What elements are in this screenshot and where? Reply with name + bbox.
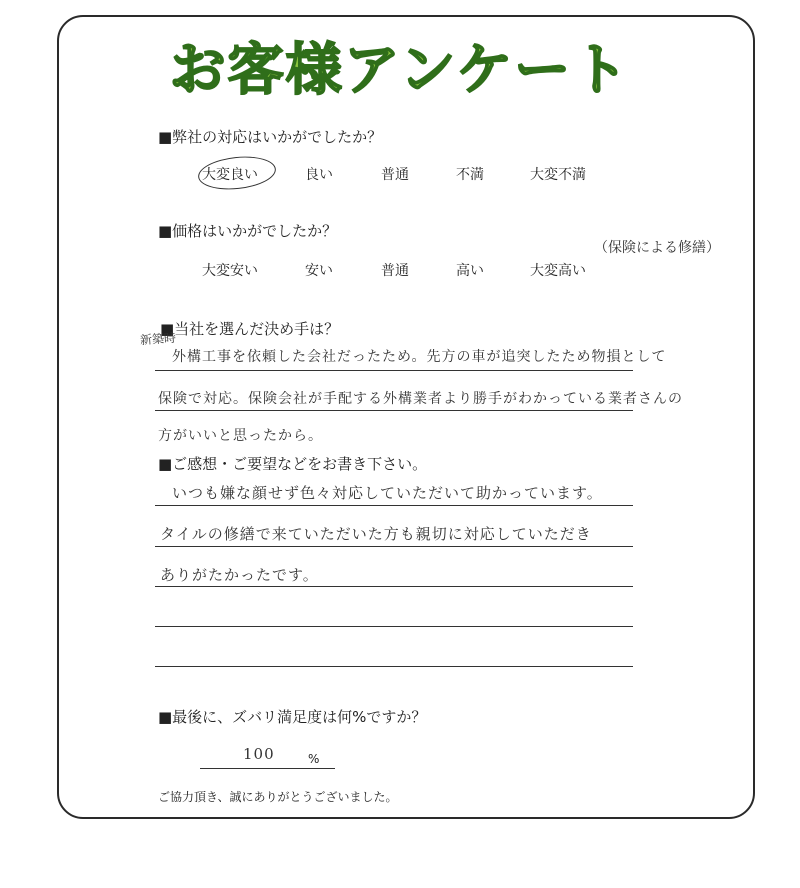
survey-title: お客様アンケート	[169, 38, 631, 103]
answer-rule	[155, 626, 633, 627]
reason-answer-line-1: 外構工事を依頼した会社だったため。先方の車が追突したため物損として	[172, 349, 667, 365]
question-comments: ■ご感想・ご要望などをお書き下さい。	[158, 455, 428, 473]
answer-rule	[155, 410, 633, 411]
option-cheap: 安い	[305, 263, 333, 279]
satisfaction-rule	[200, 768, 335, 769]
question-satisfaction: ■最後に、ズバリ満足度は何%ですか？	[158, 708, 427, 726]
reason-answer-line-3: 方がいいと思ったから。	[158, 428, 323, 444]
price-handwritten-note: （保険による修繕）	[594, 240, 720, 256]
answer-rule	[155, 546, 633, 547]
option-very-expensive: 大変高い	[530, 263, 586, 279]
option-dissatisfied: 不満	[456, 167, 484, 183]
comment-line-2: タイルの修繕で来ていただいた方も親切に対応していただき	[160, 525, 592, 543]
option-normal: 普通	[381, 167, 409, 183]
question-price: ■価格はいかがでしたか？	[158, 222, 338, 240]
option-good: 良い	[305, 167, 333, 183]
question-reason: ■当社を選んだ決め手は？	[160, 320, 340, 338]
thanks-footer: ご協力頂き、誠にありがとうございました。	[158, 790, 398, 804]
satisfaction-unit: %	[308, 752, 320, 766]
comment-line-3: ありがたかったです。	[160, 566, 319, 584]
answer-rule	[155, 370, 633, 371]
reason-margin-note: 新築時	[139, 330, 177, 348]
comment-line-1: いつも嫌な顔せず色々対応していただいて助かっています。	[172, 484, 603, 502]
reason-answer-line-2: 保険で対応。保険会社が手配する外構業者より勝手がわかっている業者さんの	[158, 391, 683, 407]
answer-rule	[155, 505, 633, 506]
answer-rule	[155, 586, 633, 587]
question-service: ■弊社の対応はいかがでしたか？	[158, 128, 383, 146]
option-very-good: 大変良い	[202, 167, 258, 183]
answer-rule	[155, 666, 633, 667]
option-very-dissatisfied: 大変不満	[530, 167, 586, 183]
option-very-cheap: 大変安い	[202, 263, 258, 279]
option-normal-price: 普通	[381, 263, 409, 279]
option-expensive: 高い	[456, 263, 484, 279]
satisfaction-value: 100	[243, 745, 275, 763]
